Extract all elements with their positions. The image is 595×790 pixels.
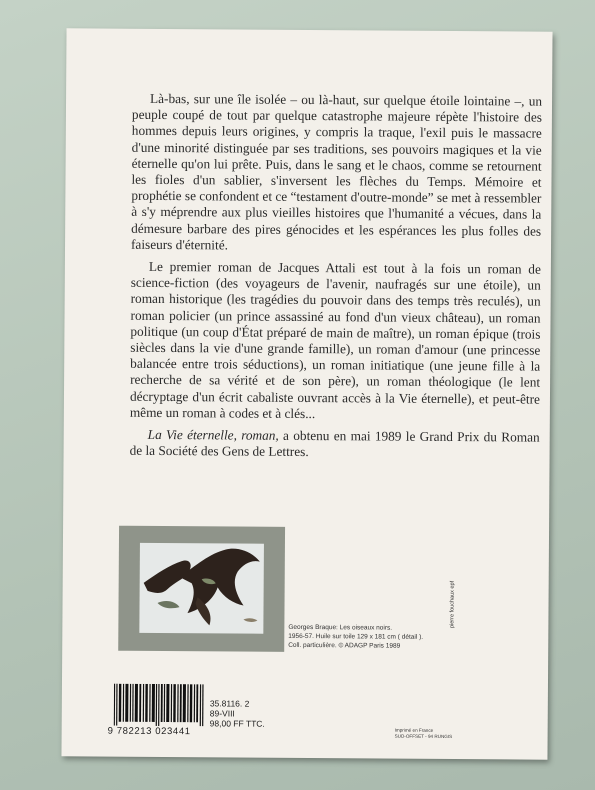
print-code: 89-VIII: [209, 708, 235, 719]
bird-shape-center: [179, 548, 259, 613]
cover-painting: [118, 526, 285, 652]
printer-credit: [395, 728, 453, 740]
award-paragraph: [130, 427, 540, 462]
caption-line-3: Coll. particulière. © ADAGP Paris 1989: [288, 641, 401, 650]
blurb-paragraph-2: Le premier roman de Jacques Attali est tout à la fois un roman de science-fiction (des voyageurs de l'avenir, naufragés sur une étoile), un roman historique (les tragédies du pouvoir dans des temps très reculés), un roman policier (un prince assassiné au fond d'un vieux château), un roman politique (un coup d'État préparé de main de maître), un roman épique (trois siècles dans la vie d'une grande famille), un roman d'amour (une princesse balancée entre trois séductions), un roman initiatique (une jeune fille à la recherche de sa vérité et de son père), un roman théologique (le lent décryptage d'un écrit cabaliste ouvrant accès à la Vie éternelle), et peut-être même un roman à codes et à clés...: [129, 258, 541, 421]
painting-caption: [288, 623, 488, 651]
publisher-credit: pierre fouchaux epf: [449, 580, 456, 629]
isbn-number: 9 782213 023441: [107, 725, 191, 738]
painting-canvas: [139, 543, 264, 634]
blurb-paragraph-1: Là-bas, sur une île isolée – ou là-haut, sur quelque étoile lointaine –, un peuple coupé de tout par quelque catastrophe majeure répète l'histoire des hommes depuis leurs origines, y compris la traque, l'exil puis le massacre d'une minorité distinguée par ses traditions, ses pouvoirs magiques et la vie éternelle qu'on lui prête. Puis, dans le sang et le chaos, comme se retournent les fioles d'un sablier, s'inversent les flèches du Temps. Mémoire et prophétie se confondent et ce “testament d'outre-monde” se met à ressembler à s'y méprendre aux plus vieilles histoires que l'humanité a vécues, dans la démesure barbare des pires génocides et les espérances les plus folles des faiseurs d'éternité.: [130, 90, 543, 253]
caption-line-2: 1956-57. Huile sur toile 129 x 181 cm ( détail ).: [288, 632, 424, 641]
printer-line-2: SUD-OFFSET - 94 RUNGIS: [394, 733, 453, 740]
book-back-cover: [61, 28, 552, 759]
caption-line-1: Georges Braque: Les oiseaux noirs.: [288, 623, 393, 632]
printer-line-1: Imprimé en France: [394, 727, 434, 733]
price-label: 98,00 FF TTC.: [209, 718, 265, 729]
green-stroke: [158, 601, 180, 608]
signature-mark: [243, 618, 257, 622]
barcode: [114, 684, 204, 727]
price-block: [210, 698, 265, 728]
blurb-text: [129, 91, 542, 468]
award-text: a obtenu en mai 1989 le Grand Prix du Roman de la Société des Gens de Lettres.: [129, 427, 540, 460]
catalog-code: 35.8116. 2: [209, 698, 250, 709]
black-birds-image: [139, 543, 264, 634]
award-book-title: La Vie éternelle, roman,: [147, 426, 279, 443]
